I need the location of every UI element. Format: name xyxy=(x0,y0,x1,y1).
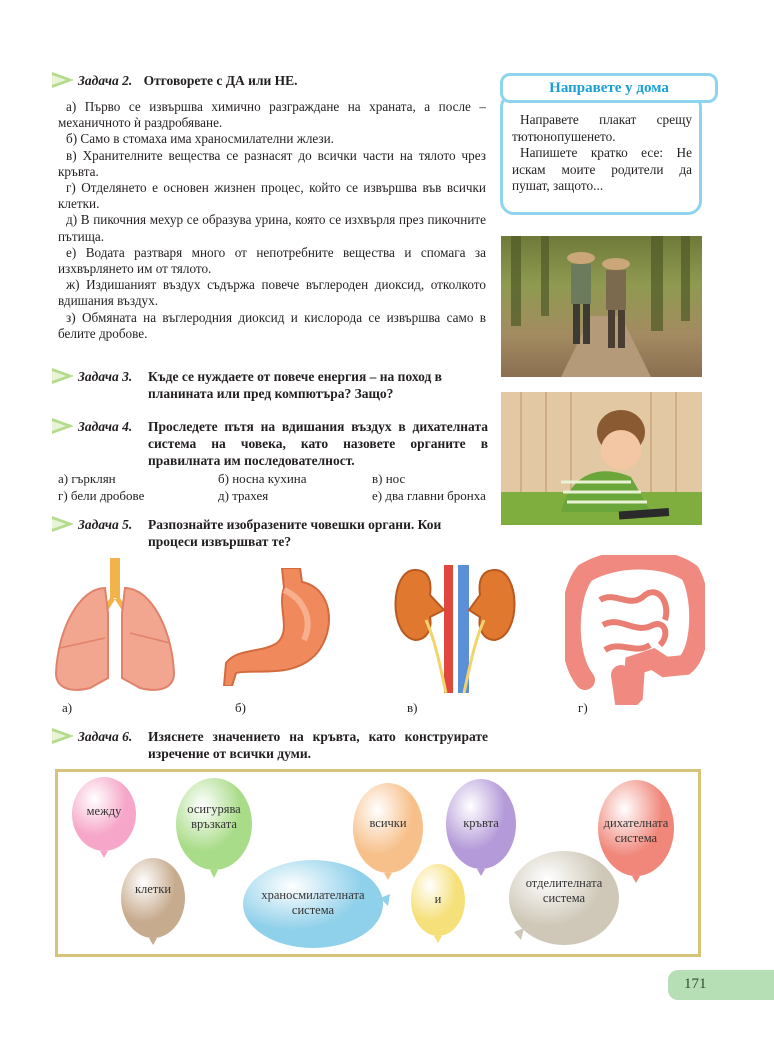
organ-label: в) xyxy=(407,700,418,715)
task2-item: а) Първо се извършва химично разграждане на храната, а после – механичното ѝ раздробяване. xyxy=(58,99,486,131)
task4-option: а) гърклян xyxy=(58,471,116,486)
home-text xyxy=(512,112,692,195)
task-arrow-icon xyxy=(52,728,74,744)
intestines-illustration xyxy=(565,555,705,705)
task4-option: в) нос xyxy=(372,471,406,486)
lungs-illustration xyxy=(50,558,180,696)
task2-item: е) Водата разтваря много от непотребните вещества и спомага за изхвърлянето им от тялото. xyxy=(58,244,486,277)
task2-item: г) Отделянето е основен жизнен процес, който се извършва във всички клетки. xyxy=(58,180,486,212)
home-heading: Направете у дома xyxy=(549,80,669,96)
task2-item: в) Хранителните вещества се разнасят до всички части на тялото чрез кръвта. xyxy=(58,147,486,179)
task-arrow-icon xyxy=(52,72,74,88)
balloon-word: отделителната система xyxy=(525,876,603,905)
balloon-word: дихателната система xyxy=(603,816,669,845)
task-arrow-icon xyxy=(52,368,74,384)
task2-label: Задача 2. xyxy=(78,73,133,88)
task5-label: Задача 5. xyxy=(78,517,133,532)
boy-with-tablet-photo xyxy=(501,392,702,525)
balloon-word: кръвта xyxy=(463,816,499,830)
page-number-tab xyxy=(668,970,774,1000)
stomach-illustration xyxy=(222,568,340,686)
balloons-graphic xyxy=(58,772,698,954)
task4-options xyxy=(58,471,488,505)
balloon-word: между xyxy=(86,804,122,818)
task4-option: г) бели дробове xyxy=(58,488,145,503)
balloon-word: клетки xyxy=(134,882,172,896)
task4-option: б) носна кухина xyxy=(218,471,307,486)
task2-item: д) В пикочния мехур се образува урина, която се изхвърля през пикочните пътища. xyxy=(58,212,486,244)
balloon-word: всички xyxy=(369,816,407,830)
task4-option: е) два главни бронха xyxy=(372,488,486,503)
organ-label: г) xyxy=(578,700,588,715)
task6-title: Изяснете значението на кръвта, като конструирате изречение от всички думи. xyxy=(148,729,488,761)
task2-item: з) Обмяната на въглеродния диоксид и кислорода се извършва само в белите дробове. xyxy=(58,309,486,341)
task2-title: Отговорете с ДА или НЕ. xyxy=(143,73,298,88)
task2-items xyxy=(58,99,486,342)
task4-label: Задача 4. xyxy=(78,419,133,434)
task4-title: Проследете пътя на вдишания въздух в дихателната система на човека, като назовете органите в правилната им последователност. xyxy=(148,419,488,468)
home-text-1: Направете плакат срещу тютюнопушенето. xyxy=(512,112,692,144)
task2-item: б) Само в стомаха има храносмилателни жлези. xyxy=(66,131,334,147)
task5-title: Разпознайте изобразените човешки органи. Кои процеси извършват те? xyxy=(148,517,442,549)
balloon-word: и xyxy=(434,892,442,906)
task2-heading xyxy=(78,72,488,89)
home-heading-box xyxy=(500,73,718,103)
balloon-word: осигурява връзката xyxy=(187,802,241,831)
task6-label: Задача 6. xyxy=(78,729,133,744)
balloons-frame xyxy=(55,769,701,957)
organ-label: а) xyxy=(62,700,73,715)
organ-label: б) xyxy=(235,700,246,715)
hiking-children-photo xyxy=(501,236,702,377)
page-number: 171 xyxy=(684,976,707,992)
task3-title: Къде се нуждаете от повече енергия – на поход в планината или пред компютъра? Защо? xyxy=(148,369,442,401)
home-text-2: Напишете кратко есе: Не искам моите родители да пушат, защото... xyxy=(512,145,692,193)
task3-label: Задача 3. xyxy=(78,369,133,384)
kidneys-illustration xyxy=(390,565,520,693)
balloon-word: храносмилателната система xyxy=(261,888,365,917)
task-arrow-icon xyxy=(52,418,74,434)
task4-option: д) трахея xyxy=(218,488,269,503)
task-arrow-icon xyxy=(52,516,74,532)
task2-item: ж) Издишаният въздух съдържа повече въглероден диоксид, отколкото вдишания въздух. xyxy=(58,277,486,309)
